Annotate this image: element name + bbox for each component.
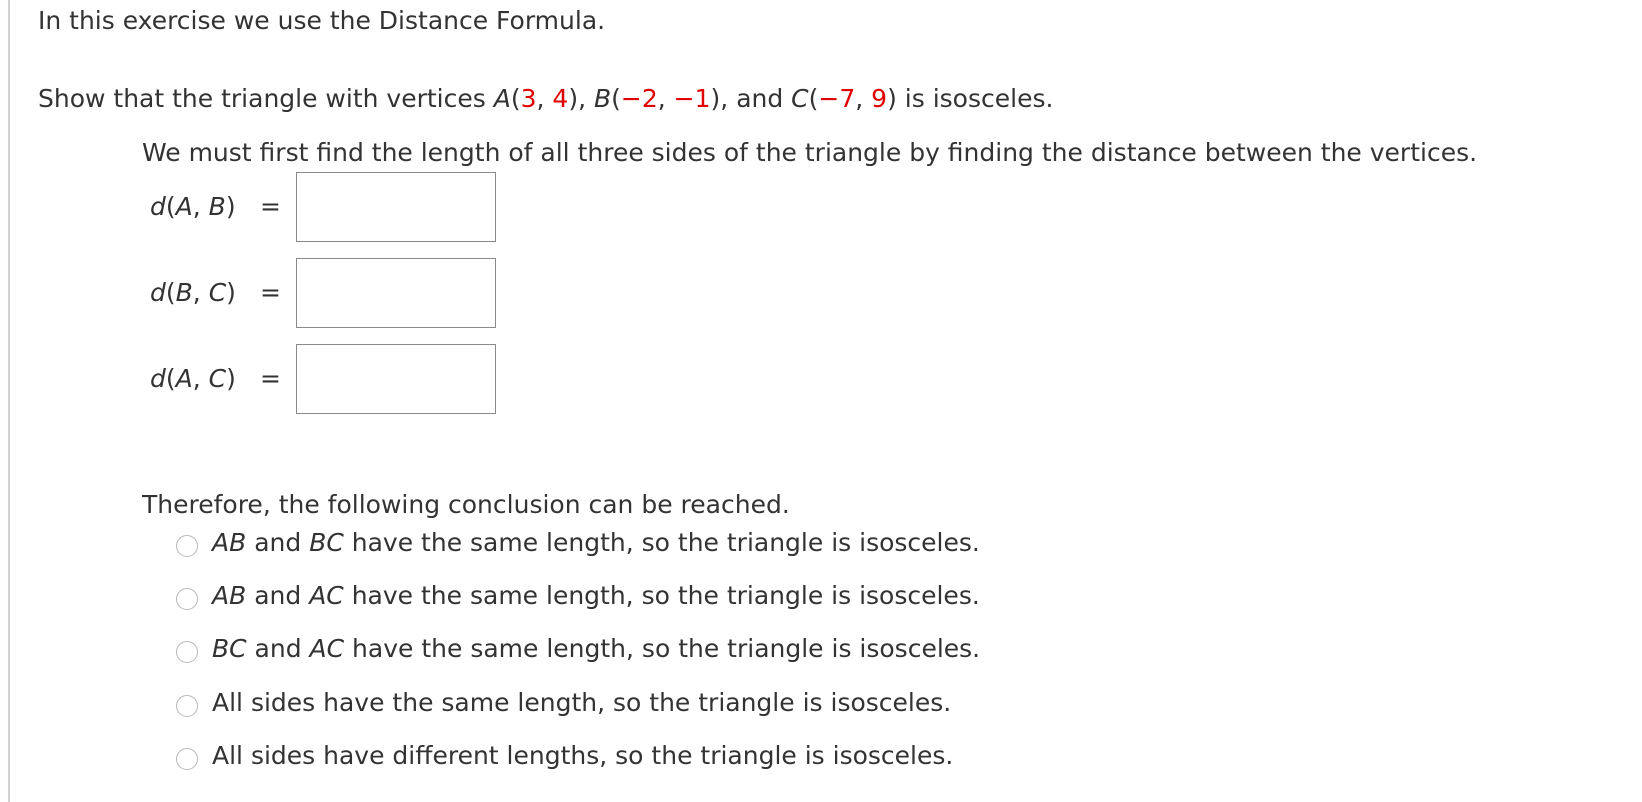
- option-ab-bc[interactable]: [176, 526, 1076, 562]
- radio-button[interactable]: [176, 695, 198, 717]
- option-label: [212, 526, 980, 560]
- segment-name: AC: [309, 581, 344, 610]
- point-1: A: [175, 364, 193, 393]
- vertex-a-name: A: [493, 84, 511, 113]
- fn-name: d: [150, 192, 166, 221]
- separator: ,: [536, 84, 553, 113]
- and-separator: , and: [720, 84, 792, 113]
- option-label: All sides have the same length, so the triangle is isosceles.: [212, 688, 952, 717]
- vertex-c-x: −7: [818, 84, 856, 113]
- segment-name: AB: [212, 581, 247, 610]
- radio-button[interactable]: [176, 748, 198, 770]
- option-rest: have the same length, so the triangle is isosceles.: [344, 634, 981, 663]
- vertex-a-x: 3: [520, 84, 537, 113]
- point-2: B: [208, 192, 226, 221]
- vertex-b-x: −2: [620, 84, 658, 113]
- segment-name: BC: [309, 528, 344, 557]
- vertex-a-y: 4: [552, 84, 569, 113]
- instruction-text: We must first find the length of all three sides of the triangle by finding the distance between the vertices.: [142, 138, 1478, 167]
- separator: ,: [855, 84, 872, 113]
- option-connector: and: [246, 634, 310, 663]
- vertex-c-y: 9: [871, 84, 888, 113]
- distance-ab-input[interactable]: [296, 172, 496, 242]
- point-1: B: [175, 278, 193, 307]
- distance-label-ab: d(A, B): [150, 192, 236, 221]
- question-text: Show that the triangle with vertices A(3, 4), B(−2, −1), and C(−7, 9) is isosceles.: [38, 84, 1054, 113]
- question-suffix: is isosceles.: [896, 84, 1054, 113]
- fn-name: d: [150, 364, 166, 393]
- distance-row-ab: [150, 172, 550, 244]
- fn-name: d: [150, 278, 166, 307]
- radio-button[interactable]: [176, 535, 198, 557]
- point-2: C: [208, 364, 227, 393]
- option-connector: and: [246, 528, 310, 557]
- separator: ,: [578, 84, 594, 113]
- segment-name: AC: [309, 634, 345, 663]
- option-connector: and: [246, 581, 310, 610]
- distance-row-bc: [150, 258, 550, 330]
- distance-label-bc: d(B, C): [150, 278, 236, 307]
- distance-label-ac: d(A, C): [150, 364, 236, 393]
- equals-sign: =: [260, 364, 281, 393]
- option-ab-ac[interactable]: [176, 579, 1076, 615]
- question-prefix: Show that the triangle with vertices: [38, 84, 494, 113]
- option-rest: have the same length, so the triangle is isosceles.: [343, 528, 980, 557]
- vertex-b-name: B: [593, 84, 612, 113]
- distance-bc-input[interactable]: [296, 258, 496, 328]
- left-divider: [8, 0, 10, 802]
- option-rest: have the same length, so the triangle is isosceles.: [343, 581, 980, 610]
- conclusion-prompt: Therefore, the following conclusion can be reached.: [142, 490, 790, 519]
- vertex-c-name: C: [791, 84, 809, 113]
- option-label: [212, 579, 980, 613]
- distance-ac-input[interactable]: [296, 344, 496, 414]
- point-1: A: [175, 192, 193, 221]
- exercise-intro: In this exercise we use the Distance Formula.: [38, 6, 606, 35]
- radio-button[interactable]: [176, 641, 198, 663]
- segment-name: AB: [212, 528, 247, 557]
- equals-sign: =: [260, 192, 281, 221]
- option-label: [212, 632, 980, 666]
- distance-row-ac: [150, 344, 550, 416]
- option-label: All sides have different lengths, so the triangle is isosceles.: [212, 741, 954, 770]
- segment-name: BC: [212, 634, 247, 663]
- separator: ,: [657, 84, 674, 113]
- radio-button[interactable]: [176, 588, 198, 610]
- option-bc-ac[interactable]: [176, 632, 1076, 668]
- equals-sign: =: [260, 278, 281, 307]
- point-2: C: [208, 278, 227, 307]
- option-all-different[interactable]: [176, 739, 1076, 775]
- option-all-same[interactable]: [176, 686, 1076, 722]
- vertex-b-y: −1: [673, 84, 711, 113]
